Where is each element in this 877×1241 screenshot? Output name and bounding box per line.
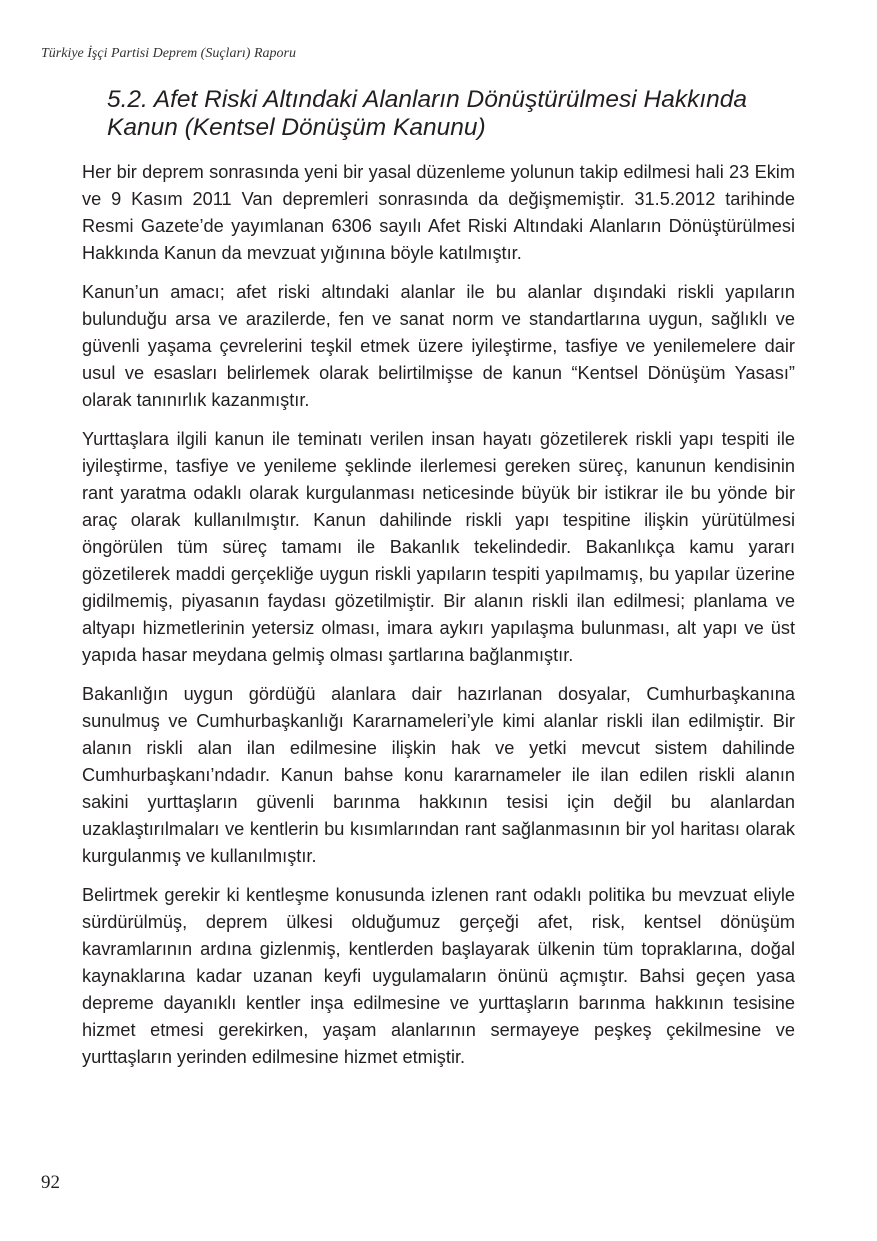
- paragraph-1: Her bir deprem sonrasında yeni bir yasal düzenleme yolunun takip edilmesi hali 23 Ekim ve 9 Kasım 2011 Van depremleri sonrasında da değişmemiştir. 31.5.2012 tarihinde Resmi Gazete’de yayımlanan 6306 sayılı Afet Riski Altındaki Alanların Dönüştürülmesi Hakkında Kanun da mevzuat yığınına böyle katılmıştır.: [82, 162, 795, 263]
- page-number: 92: [41, 1172, 60, 1193]
- paragraph-3: Yurttaşlara ilgili kanun ile teminatı verilen insan hayatı gözetilerek riskli yapı tespiti ile iyileştirme, tasfiye ve yenileme şeklinde ilerlemesi gereken süreç, kanunun kendisinin rant yaratma odaklı olarak kurgulanması neticesinde büyük bir istikrar ile bu yönde bir araç olarak kullanılmıştır. Kanun dahilinde riskli yapı tespitine ilişkin yürütülmesi öngörülen tüm süreç tamamı ile Bakanlık tekelindedir. Bakanlıkça kamu yararı gözetilerek maddi gerçekliğe uygun riskli yapıların tespiti yapılmamış, bu yapılar üzerine gidilmemiş, piyasanın faydası gözetilmiştir. Bir alanın riskli ilan edilmesi; planlama ve altyapı hizmetlerinin yetersiz olması, imara aykırı yapılaşma bulunması, alt yapı ve üst yapıda hasar meydana gelmiş olması şartlarına bağlanmıştır.: [82, 429, 795, 665]
- body-text: [82, 159, 795, 1083]
- paragraph-4: Bakanlığın uygun gördüğü alanlara dair hazırlanan dosyalar, Cumhurbaşkanına sunulmuş ve Cumhurbaşkanlığı Kararnameleri’yle kimi alanlar riskli ilan edilmiştir. Bir alanın riskli alan ilan edilmesine ilişkin hak ve yetki mevcut sistem dahilinde Cumhurbaşkanı’ndadır. Kanun bahse konu kararnameler ile ilan edilen riskli alanın sakini yurttaşların güvenli barınma hakkının tesisi için değil bu alanlardan uzaklaştırılmaları ve kentlerin bu kısımlarından rant sağlanmasının bir yol haritası olarak kurgulanmış ve kullanılmıştır.: [82, 684, 795, 866]
- paragraph-5: Belirtmek gerekir ki kentleşme konusunda izlenen rant odaklı politika bu mevzuat eliyle sürdürülmüş, deprem ülkesi olduğumuz gerçeği afet, risk, kentsel dönüşüm kavramlarının ardına gizlenmiş, kentlerden başlayarak ülkenin tüm topraklarına, doğal kaynaklarına kadar uzanan keyfi uygulamaların önünü açmıştır. Bahsi geçen yasa depreme dayanıklı kentler inşa edilmesine ve yurttaşların barınma hakkının tesisine hizmet etmesi gerekirken, yaşam alanlarının sermayeye peşkeş çekilmesine ve yurttaşların yerinden edilmesine hizmet etmiştir.: [82, 885, 795, 1067]
- running-header: Türkiye İşçi Partisi Deprem (Suçları) Raporu: [41, 46, 296, 61]
- section-title: 5.2. Afet Riski Altındaki Alanların Dönüştürülmesi Hakkında Kanun (Kentsel Dönüşüm Kanunu): [107, 86, 748, 141]
- paragraph-2: Kanun’un amacı; afet riski altındaki alanlar ile bu alanlar dışındaki riskli yapıların bulunduğu arsa ve arazilerde, fen ve sanat norm ve standartlarına uygun, sağlıklı ve güvenli yaşama çevrelerini teşkil etmek üzere iyileştirme, tasfiye ve yenilemelere dair usul ve esasları belirlemek olarak belirtilmişse de kanun “Kentsel Dönüşüm Yasası” olarak tanınırlık kazanmıştır.: [82, 282, 795, 410]
